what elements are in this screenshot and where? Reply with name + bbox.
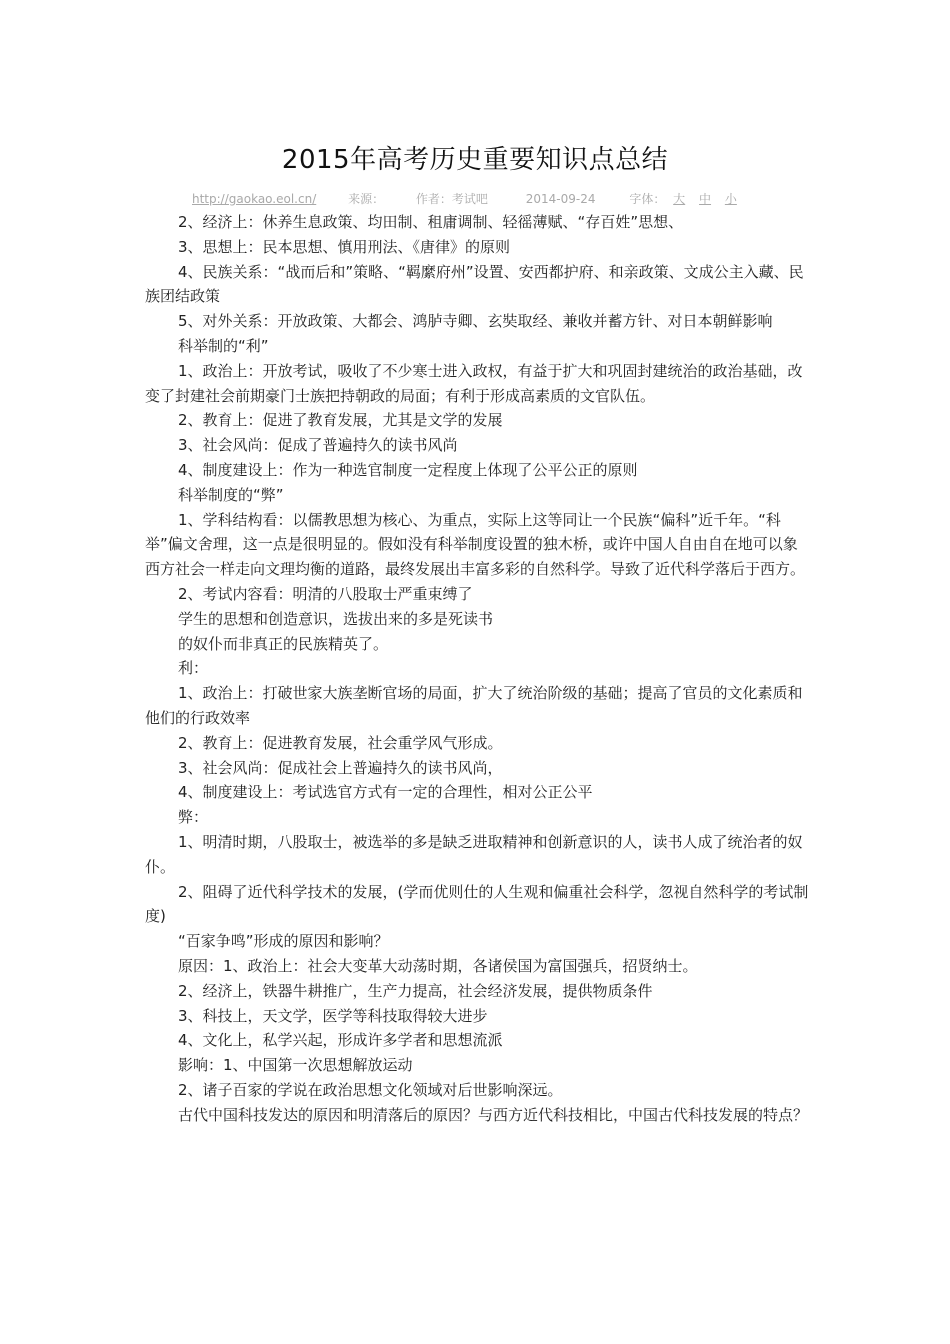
article-title: 2015年高考历史重要知识点总结 bbox=[281, 145, 669, 175]
paragraph: 1、明清时期，八股取士，被选举的多是缺乏进取精神和创新意识的人，读书人成了统治者的奴仆。 bbox=[145, 832, 803, 876]
paragraph: 3、思想上：民本思想、慎用刑法、《唐律》的原则 bbox=[178, 237, 511, 256]
font-size-small-link[interactable]: 小 bbox=[724, 192, 737, 206]
paragraph: 3、社会风尚：促成社会上普遍持久的读书风尚， bbox=[178, 758, 503, 777]
paragraph: 4、文化上，私学兴起，形成许多学者和思想流派 bbox=[178, 1031, 503, 1050]
paragraph: 3、科技上，天文学，医学等科技取得较大进步 bbox=[178, 1006, 488, 1025]
section-heading: 科举制的“利” bbox=[178, 336, 269, 355]
paragraph: 的奴仆而非真正的民族精英了。 bbox=[178, 634, 389, 653]
font-size-medium-link[interactable]: 中 bbox=[699, 192, 712, 206]
publish-date: 2014-09-24 bbox=[525, 192, 596, 206]
paragraph: 5、对外关系：开放政策、大都会、鸿胪寺卿、玄奘取经、兼收并蓄方针、对日本朝鲜影响 bbox=[178, 312, 773, 331]
article-body bbox=[145, 210, 810, 1127]
paragraph: 1、学科结构看：以儒教思想为核心、为重点，实际上这等同让一个民族“偏科”近千年。“科举”偏文舍理，这一点是很明显的。假如没有科举制度设置的独木桥，或许中国人自由自在地可以象西方社会一样走向文理均衡的道路，最终发展出丰富多彩的自然科学。导致了近代科学落后于西方。 bbox=[145, 510, 806, 579]
font-size-label: 字体： bbox=[629, 192, 666, 206]
section-heading: “百家争鸣”形成的原因和影响？ bbox=[178, 932, 389, 951]
paragraph: 学生的思想和创造意识，选拔出来的多是死读书 bbox=[178, 609, 494, 628]
paragraph: 2、考试内容看：明清的八股取士严重束缚了 bbox=[178, 584, 473, 603]
paragraph: 4、制度建设上：作为一种选官制度一定程度上体现了公平公正的原则 bbox=[178, 460, 638, 479]
paragraph: 1、政治上：开放考试，吸收了不少寒士进入政权，有益于扩大和巩固封建统治的政治基础，改变了封建社会前期豪门士族把持朝政的局面；有利于形成高素质的文官队伍。 bbox=[145, 361, 803, 405]
paragraph: 2、经济上：休养生息政策、均田制、租庸调制、轻徭薄赋、“存百姓”思想、 bbox=[178, 213, 684, 231]
font-size-large-link[interactable]: 大 bbox=[673, 192, 686, 206]
paragraph: 2、教育上：促进了教育发展，尤其是文学的发展 bbox=[178, 411, 503, 430]
paragraph: 古代中国科技发达的原因和明清落后的原因？与西方近代科技相比，中国古代科技发展的特点？ bbox=[178, 1105, 809, 1124]
paragraph: 影响：1、中国第一次思想解放运动 bbox=[178, 1056, 413, 1075]
paragraph: 2、阻碍了近代科学技术的发展，(学而优则仕的人生观和偏重社会科学，忽视自然科学的考试制度) bbox=[145, 882, 809, 926]
source-url-link[interactable]: http://gaokao.eol.cn/ bbox=[192, 192, 317, 206]
paragraph: 4、民族关系：“战而后和”策略、“羁縻府州”设置、安西都护府、和亲政策、文成公主入藏、民族团结政策 bbox=[145, 262, 804, 306]
paragraph: 1、政治上：打破世家大族垄断官场的局面，扩大了统治阶级的基础；提高了官员的文化素质和他们的行政效率 bbox=[145, 684, 803, 727]
paragraph: 4、制度建设上：考试选官方式有一定的合理性，相对公正公平 bbox=[178, 783, 593, 802]
source-label: 来源： bbox=[348, 192, 385, 206]
paragraph: 2、教育上：促进教育发展，社会重学风气形成。 bbox=[178, 733, 503, 752]
paragraph: 原因：1、政治上：社会大变革大动荡时期，各诸侯国为富国强兵，招贤纳士。 bbox=[178, 956, 698, 975]
paragraph: 2、经济上，铁器牛耕推广，生产力提高，社会经济发展，提供物质条件 bbox=[178, 981, 653, 1000]
section-heading: 利： bbox=[178, 659, 209, 678]
author-label: 作者：考试吧 bbox=[415, 192, 488, 206]
article-meta bbox=[192, 190, 747, 208]
paragraph: 3、社会风尚：促成了普遍持久的读书风尚 bbox=[178, 436, 458, 455]
section-heading: 弊： bbox=[178, 808, 209, 827]
section-heading: 科举制度的“弊” bbox=[178, 485, 284, 504]
paragraph: 2、诸子百家的学说在政治思想文化领域对后世影响深远。 bbox=[178, 1080, 563, 1099]
